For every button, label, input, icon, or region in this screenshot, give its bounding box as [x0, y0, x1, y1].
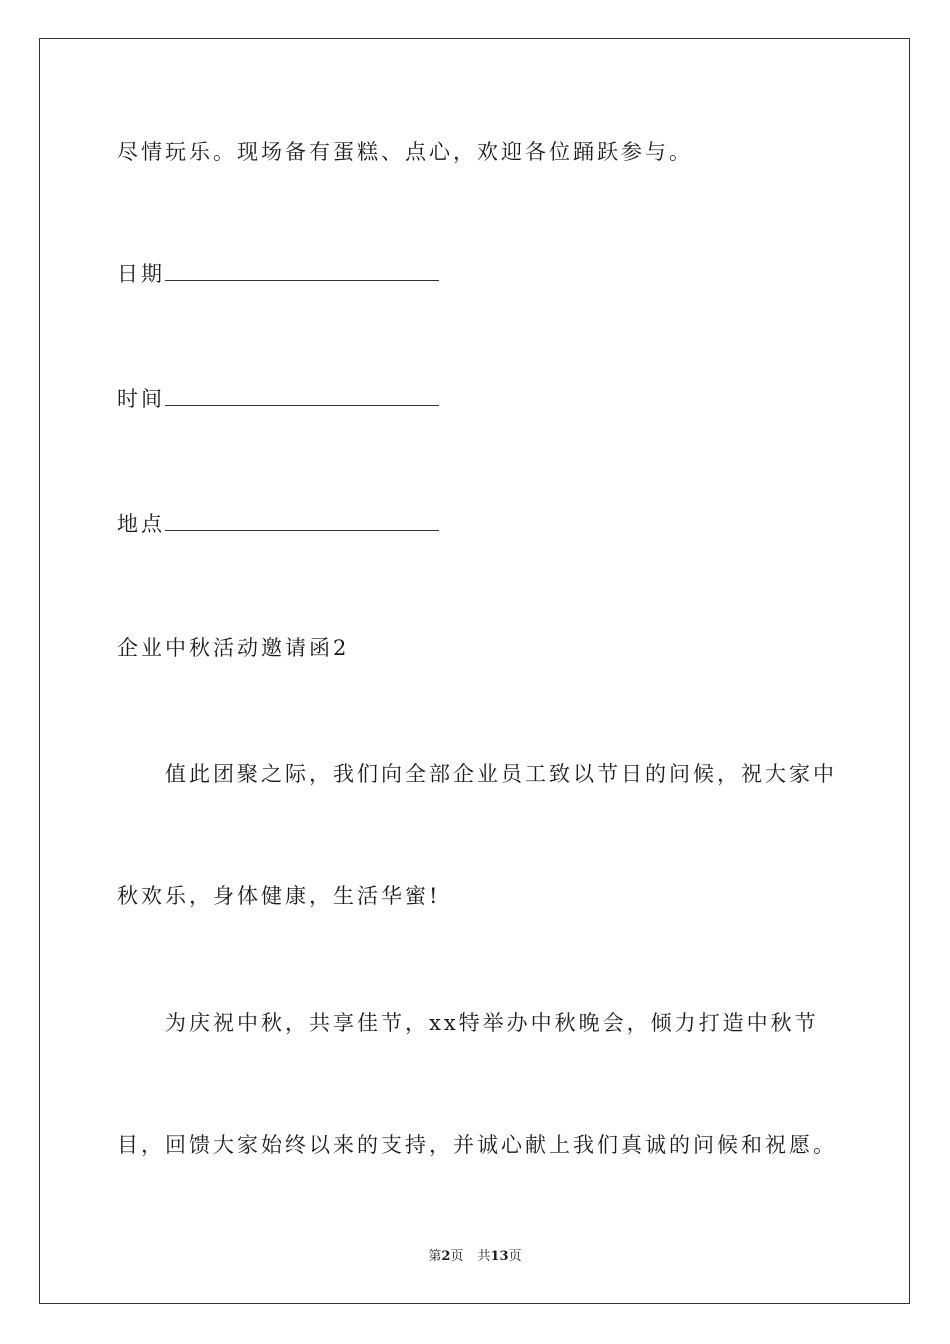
total-pages: 13	[490, 1249, 509, 1264]
paragraph-1-line-2: 秋欢乐，身体健康，生活华蜜!	[117, 884, 441, 908]
section-title: 企业中秋活动邀请函2	[117, 636, 350, 660]
place-label: 地点	[117, 512, 165, 536]
time-label: 时间	[117, 387, 165, 411]
paragraph-2-line-2: 目，回馈大家始终以来的支持，并诚心献上我们真诚的问候和祝愿。	[117, 1133, 837, 1157]
paragraph-2-line-1: 为庆祝中秋，共享佳节，xx特举办中秋晚会，倾力打造中秋节	[165, 1011, 819, 1035]
page-number: 2	[441, 1249, 451, 1264]
place-blank-line	[165, 510, 439, 531]
time-blank-line	[165, 385, 439, 406]
page-suffix: 页	[450, 1249, 464, 1264]
page-border	[39, 38, 910, 1304]
body-text-line: 尽情玩乐。现场备有蛋糕、点心，欢迎各位踊跃参与。	[117, 140, 693, 164]
total-suffix: 页	[508, 1249, 522, 1264]
page-footer	[0, 1248, 950, 1266]
total-prefix: 共	[477, 1249, 491, 1264]
date-blank-line	[165, 260, 439, 281]
paragraph-1-line-1: 值此团聚之际，我们向全部企业员工致以节日的问候，祝大家中	[165, 762, 837, 786]
page-prefix: 第	[428, 1249, 442, 1264]
time-field	[117, 384, 439, 414]
date-field	[117, 259, 439, 289]
place-field	[117, 509, 439, 539]
date-label: 日期	[117, 262, 165, 286]
